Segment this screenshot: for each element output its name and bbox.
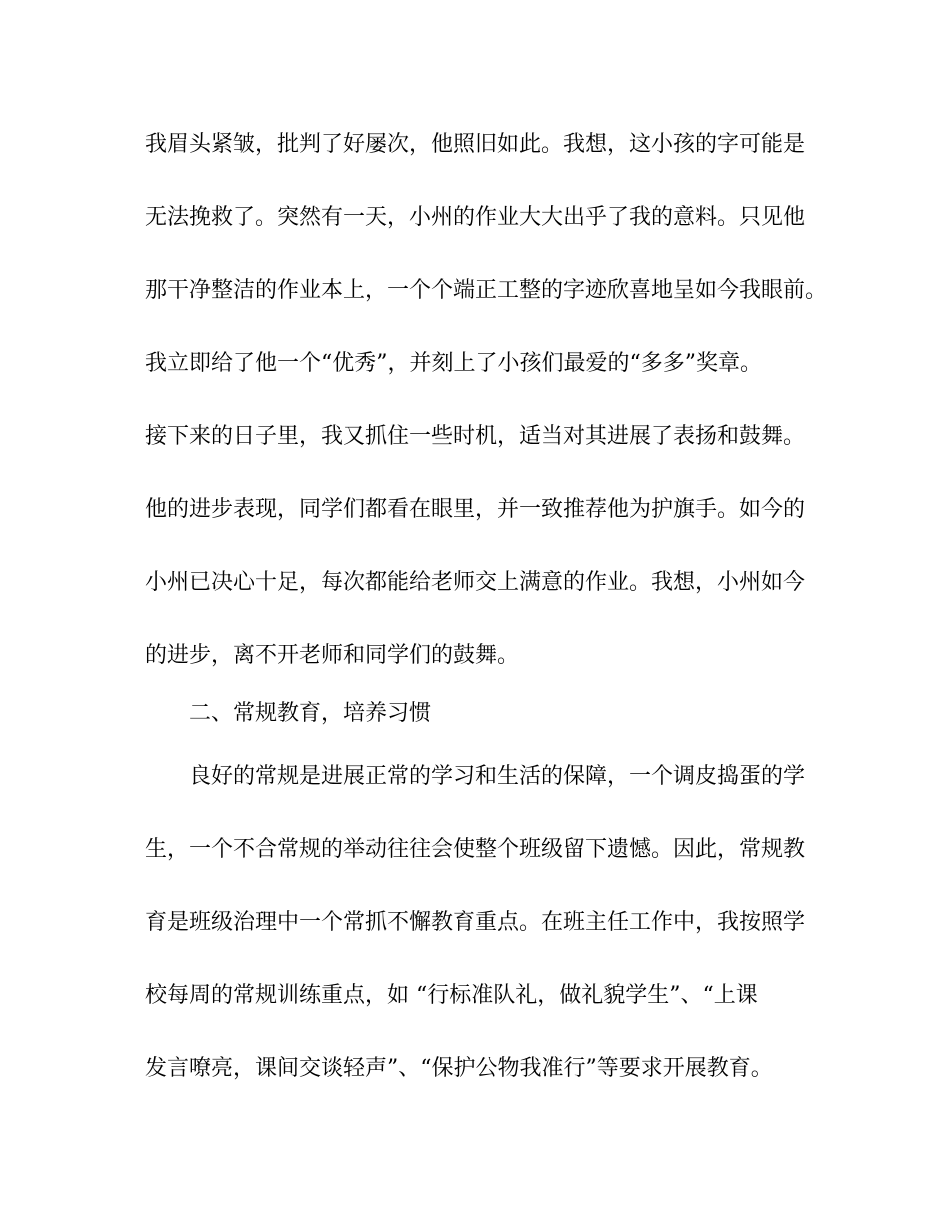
section-heading: 二、常规教育，培养习惯 [189, 701, 432, 726]
paragraph-line-13: 发言嘹亮，课间交谈轻声”、“保护公物我准行”等要求开展教育。 [145, 1056, 773, 1081]
paragraph-line-1: 我眉头紧皱，批判了好屡次，他照旧如此。我想，这小孩的字可能是 [145, 132, 806, 157]
paragraph-line-4: 我立即给了他一个“优秀”，并刻上了小孩们最爱的“多多”奖章。 [145, 351, 762, 376]
paragraph-line-6: 他的进步表现，同学们都看在眼里，并一致推荐他为护旗手。如今的 [145, 497, 806, 522]
paragraph-line-11: 育是班级治理中一个常抓不懈教育重点。在班主任工作中，我按照学 [145, 910, 806, 935]
paragraph-line-10: 生，一个不合常规的举动往往会使整个班级留下遗憾。因此，常规教 [145, 837, 806, 862]
paragraph-line-8: 的进步，离不开老师和同学们的鼓舞。 [145, 643, 520, 668]
paragraph-line-9: 良好的常规是进展正常的学习和生活的保障，一个调皮捣蛋的学 [189, 764, 806, 789]
paragraph-line-3: 那干净整洁的作业本上，一个个端正工整的字迹欣喜地呈如今我眼前。 [145, 278, 828, 303]
paragraph-line-2: 无法挽救了。突然有一天，小州的作业大大出乎了我的意料。只见他 [145, 205, 806, 230]
paragraph-line-5: 接下来的日子里，我又抓住一些时机，适当对其进展了表扬和鼓舞。 [145, 424, 806, 449]
paragraph-line-7: 小州已决心十足，每次都能给老师交上满意的作业。我想，小州如今 [145, 570, 806, 595]
paragraph-line-12: 校每周的常规训练重点，如 “行标准队礼，做礼貌学生”、“上课 [145, 983, 758, 1008]
